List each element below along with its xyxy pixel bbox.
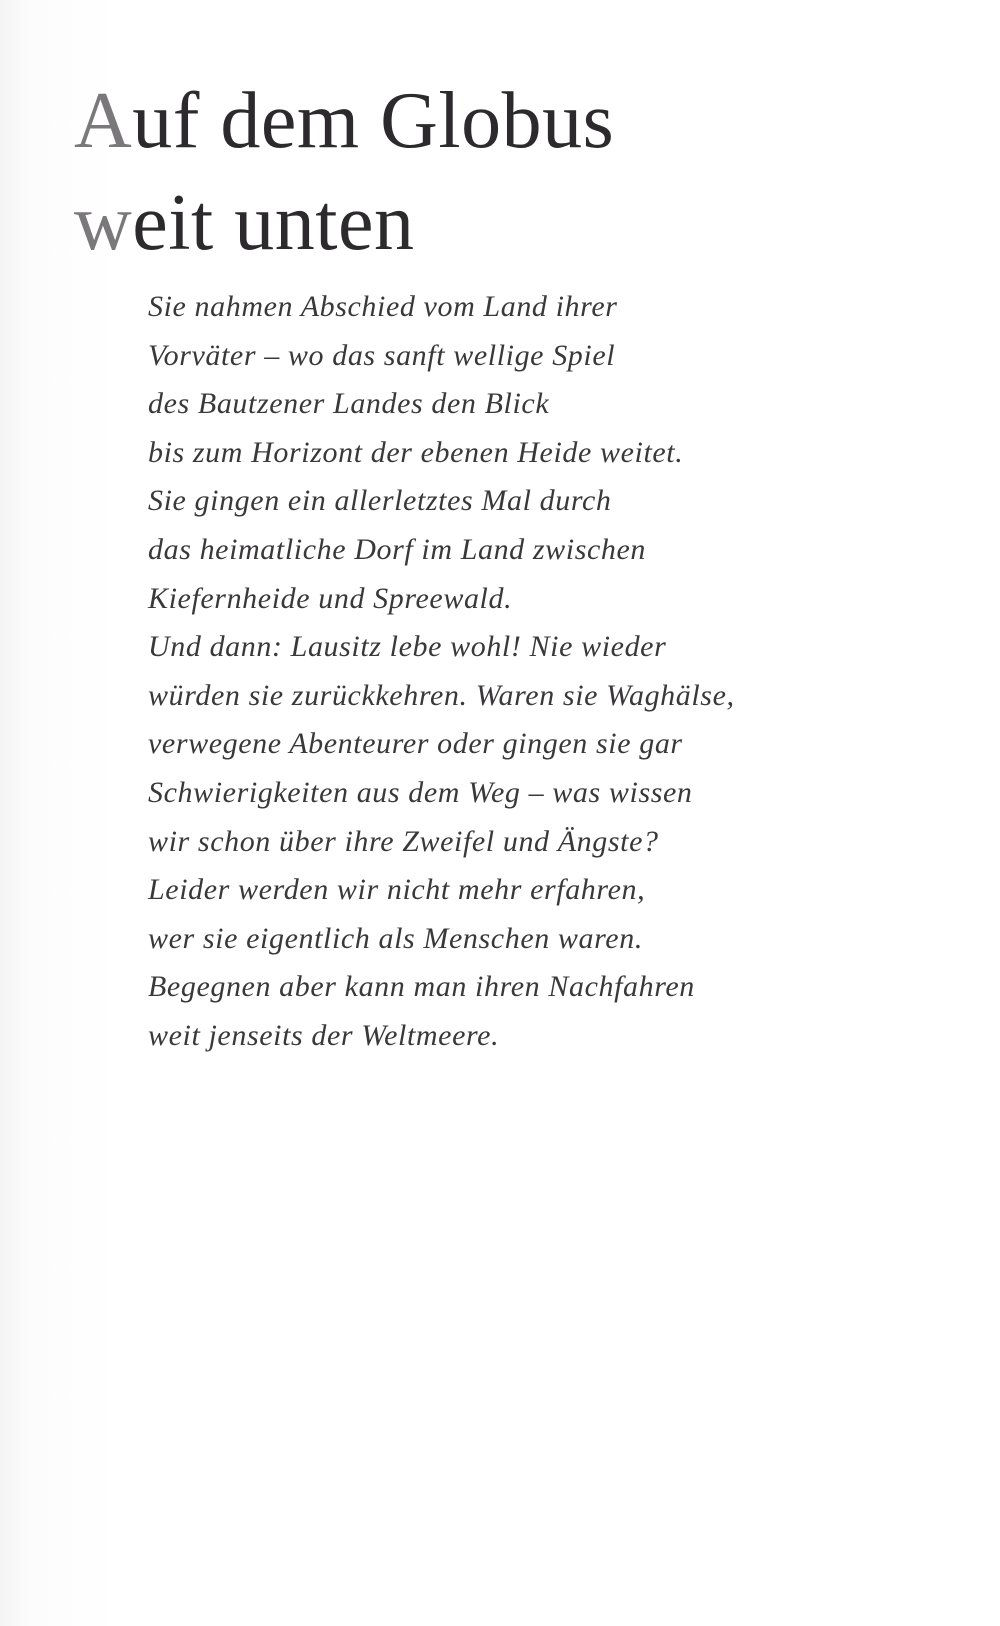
text-line: Leider werden wir nicht mehr erfahren, xyxy=(148,873,646,907)
chapter-title xyxy=(74,70,614,274)
text-line: Sie gingen ein allerletztes Mal durch xyxy=(148,484,612,518)
title-line-1-text: uf dem Globus xyxy=(132,77,615,165)
text-line: weit jenseits der Weltmeere. xyxy=(148,1018,500,1052)
poem-body xyxy=(148,283,735,1061)
text-line: würden sie zurückkehren. Waren sie Waghälse, xyxy=(148,678,735,712)
text-line: Schwierigkeiten aus dem Weg – was wissen xyxy=(148,775,693,809)
title-line-2 xyxy=(74,172,614,274)
text-line: Und dann: Lausitz lebe wohl! Nie wieder xyxy=(148,630,667,664)
title-line-2-text: eit unten xyxy=(132,179,415,267)
title-line-1 xyxy=(74,70,614,172)
text-line: des Bautzener Landes den Blick xyxy=(148,387,550,421)
text-line: verwegene Abenteurer oder gingen sie gar xyxy=(148,727,683,761)
text-line: bis zum Horizont der ebenen Heide weitet. xyxy=(148,435,684,469)
title-initial-letter: w xyxy=(74,179,133,267)
text-line: wir schon über ihre Zweifel und Ängste? xyxy=(148,824,659,858)
title-initial-letter: A xyxy=(74,77,133,165)
text-line: Sie nahmen Abschied vom Land ihrer xyxy=(148,290,618,323)
text-line: Vorväter – wo das sanft wellige Spiel xyxy=(148,338,616,372)
text-line: Begegnen aber kann man ihren Nachfahren xyxy=(148,970,695,1004)
text-line: das heimatliche Dorf im Land zwischen xyxy=(148,532,647,566)
text-line: Kiefernheide und Spreewald. xyxy=(148,581,513,615)
text-line: wer sie eigentlich als Menschen waren. xyxy=(148,921,643,955)
